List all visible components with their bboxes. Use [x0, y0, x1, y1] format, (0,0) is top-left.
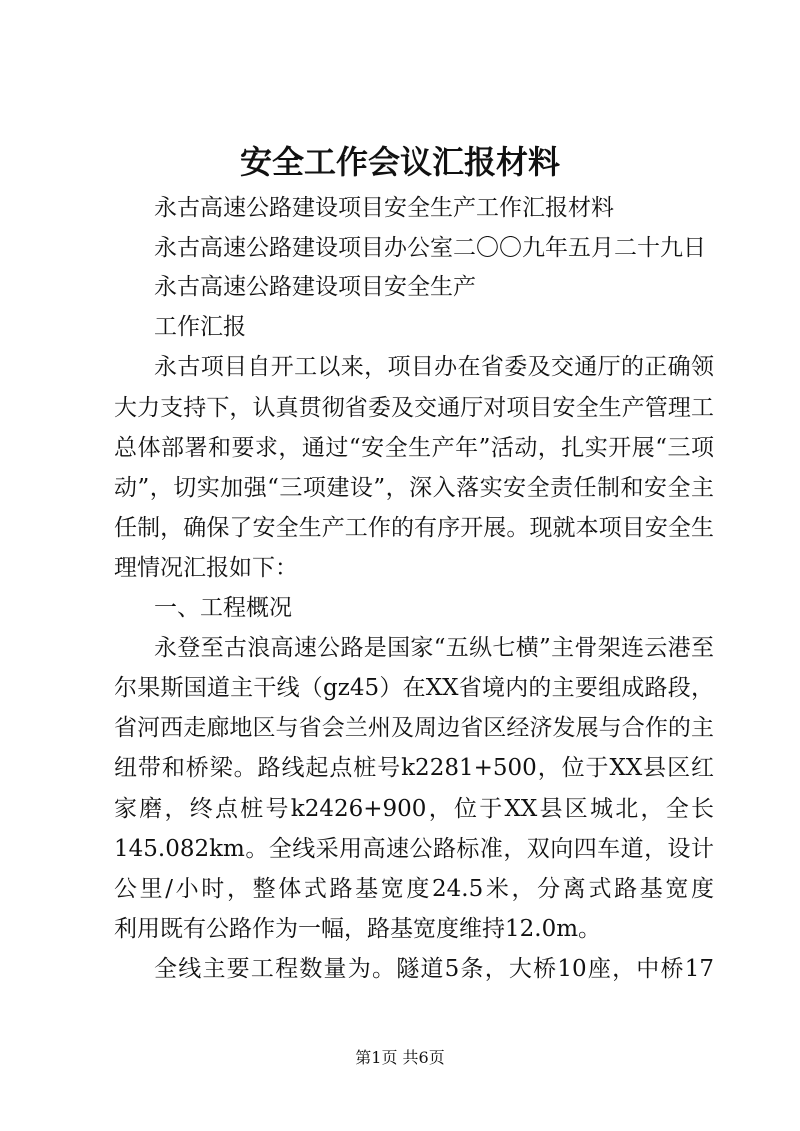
section-heading: 一、工程概况: [154, 595, 292, 621]
paragraph-line: 家磨，终点桩号k2426+900，位于XX县区城北，全长: [114, 796, 714, 822]
text-line: 工作汇报: [154, 314, 246, 340]
text-line: 永古高速公路建设项目安全生产工作汇报材料: [154, 195, 614, 221]
paragraph-line: 永登至古浪高速公路是国家“五纵七横”主骨架连云港至: [154, 635, 714, 661]
document-title: 安全工作会议汇报材料: [239, 143, 560, 181]
paragraph-line: 总体部署和要求，通过“安全生产年”活动，扎实开展“三项: [114, 435, 714, 461]
paragraph-line: 任制，确保了安全生产工作的有序开展。现就本项目安全生: [114, 515, 714, 541]
paragraph-line: 理情况汇报如下：: [114, 555, 298, 581]
paragraph-line: 省河西走廊地区与省会兰州及周边省区经济发展与合作的主: [114, 715, 714, 741]
paragraph-line: 145.082km。全线采用高速公路标准，双向四车道，设计: [114, 836, 714, 862]
text-line: 永古高速公路建设项目办公室二〇〇九年五月二十九日: [154, 235, 706, 261]
paragraph-line: 尔果斯国道主干线（gz45）在XX省境内的主要组成路段，: [114, 675, 714, 701]
page-footer: 第1页 共6页: [355, 1048, 445, 1067]
paragraph-line: 利用既有公路作为一幅，路基宽度维持12.0m。: [114, 916, 602, 942]
paragraph-line: 动”，切实加强“三项建设”，深入落实安全责任制和安全主: [114, 475, 714, 501]
text-line: 永古高速公路建设项目安全生产: [154, 274, 476, 300]
paragraph-line: 公里/小时，整体式路基宽度24.5米，分离式路基宽度: [114, 876, 714, 902]
paragraph-line: 永古项目自开工以来，项目办在省委及交通厅的正确领: [154, 354, 714, 380]
paragraph-line: 大力支持下，认真贯彻省委及交通厅对项目安全生产管理工: [114, 395, 714, 421]
paragraph-line: 纽带和桥梁。路线起点桩号k2281+500，位于XX县区红: [114, 755, 714, 781]
paragraph-line: 全线主要工程数量为。隧道5条，大桥10座，中桥17: [154, 956, 714, 982]
